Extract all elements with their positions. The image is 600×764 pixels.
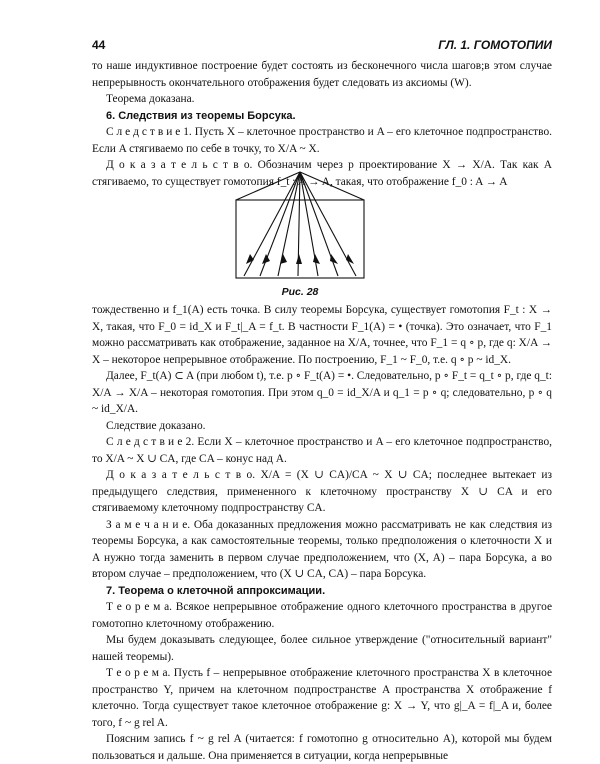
figure-caption: Рис. 28 bbox=[281, 286, 319, 298]
page-number: 44 bbox=[92, 38, 106, 52]
bottom-text-block bbox=[92, 302, 552, 764]
paragraph: Поясним запись f ~ g rel A (читается: f гомотопно g относительно A), которой мы будем пользоваться и дальше. Она применяется в ситуации, когда непрерывные bbox=[92, 733, 552, 762]
chapter-title: ГЛ. 1. ГОМОТОПИИ bbox=[438, 38, 552, 52]
paragraph: Д о к а з а т е л ь с т в о. X/A = (X ∪ CA)/CA ~ X ∪ CA; последнее вытекает из предыдущего следствия, примененного к клеточному пространству X ∪ CA и его стягиваемому клеточному подпространству CA. bbox=[92, 469, 552, 514]
paragraph: Т е о р е м а. Пусть f – непрерывное отображение клеточного пространства X в клеточное пространство Y, причем на клеточном подпространстве A пространства X отображение f клеточно. Тогда существует такое клеточное отображение g: X → Y, что g|_A = f|_A и, более того, f ~ g rel A. bbox=[92, 667, 552, 729]
cone-diagram bbox=[200, 170, 400, 280]
section-heading: 6. Следствия из теоремы Борсука. bbox=[106, 109, 296, 122]
paragraph: С л е д с т в и е 1. Пусть X – клеточное пространство и A – его клеточное подпространство. Если A стягиваемо по себе в точку, то X/A ~ X. bbox=[92, 126, 552, 155]
paragraph: Д о к а з а т е л ь с т в о. Обозначим через p проектирование X → X/A. Так как A стягиваемо, то существует гомотопия f_t : A → A, такая, что отображение f_0 : A → A bbox=[92, 159, 552, 188]
paragraph: Мы будем доказывать следующее, более сильное утверждение ("относительный вариант" нашей теоремы). bbox=[92, 634, 552, 663]
paragraph: Далее, F_t(A) ⊂ A (при любом t), т.е. p ∘ F_t(A) = •. Следовательно, p ∘ F_t = q_t ∘ p, где q_t: X/A → X/A – некоторая гомотопия. При этом q_0 = id_X/A и q_1 = p ∘ q; следовательно, p ∘ q ~ id_X/A. bbox=[92, 370, 552, 415]
paragraph: то наше индуктивное построение будет состоять из бесконечного числа шагов;в этом случае непрерывность окончательного отображения будет следовать из аксиомы (W). bbox=[92, 60, 552, 89]
paragraph: тождественно и f_1(A) есть точка. В силу теоремы Борсука, существует гомотопия F_t : X → X, такая, что F_0 = id_X и F_t|_A = f_t. В частности F_1(A) = • (точка). Это означает, что F_1 можно рассматривать как отображение, заданное на X/A, точнее, что F_1 = q ∘ p, где q: X/A → X – некоторое непрерывное отображение. По построению, F_1 ~ F_0, т.е. q ∘ p ~ id_X. bbox=[92, 304, 552, 366]
paragraph: Теорема доказана. bbox=[106, 93, 195, 105]
figure-28 bbox=[0, 170, 600, 285]
section-heading: 7. Теорема о клеточной аппроксимации. bbox=[106, 584, 326, 597]
paragraph: Т е о р е м а. Всякое непрерывное отображение одного клеточного пространства в другое гомотопно клеточному отображению. bbox=[92, 601, 552, 630]
paragraph: Следствие доказано. bbox=[106, 419, 206, 432]
paragraph: З а м е ч а н и е. Оба доказанных предложения можно рассматривать не как следствия из теоремы Борсука, а как самостоятельные теоремы, только предположения о клеточности X и A нужно тогда заменить в первом случае предположением, что (X, A) – пара Борсука, а во втором случае – предположением, что (X ∪ CA, CA) – пара Борсука. bbox=[92, 518, 552, 580]
paragraph: С л е д с т в и е 2. Если X – клеточное пространство и A – его клеточное подпространство, то X/A ~ X ∪ CA, где CA – конус над A. bbox=[92, 436, 552, 465]
